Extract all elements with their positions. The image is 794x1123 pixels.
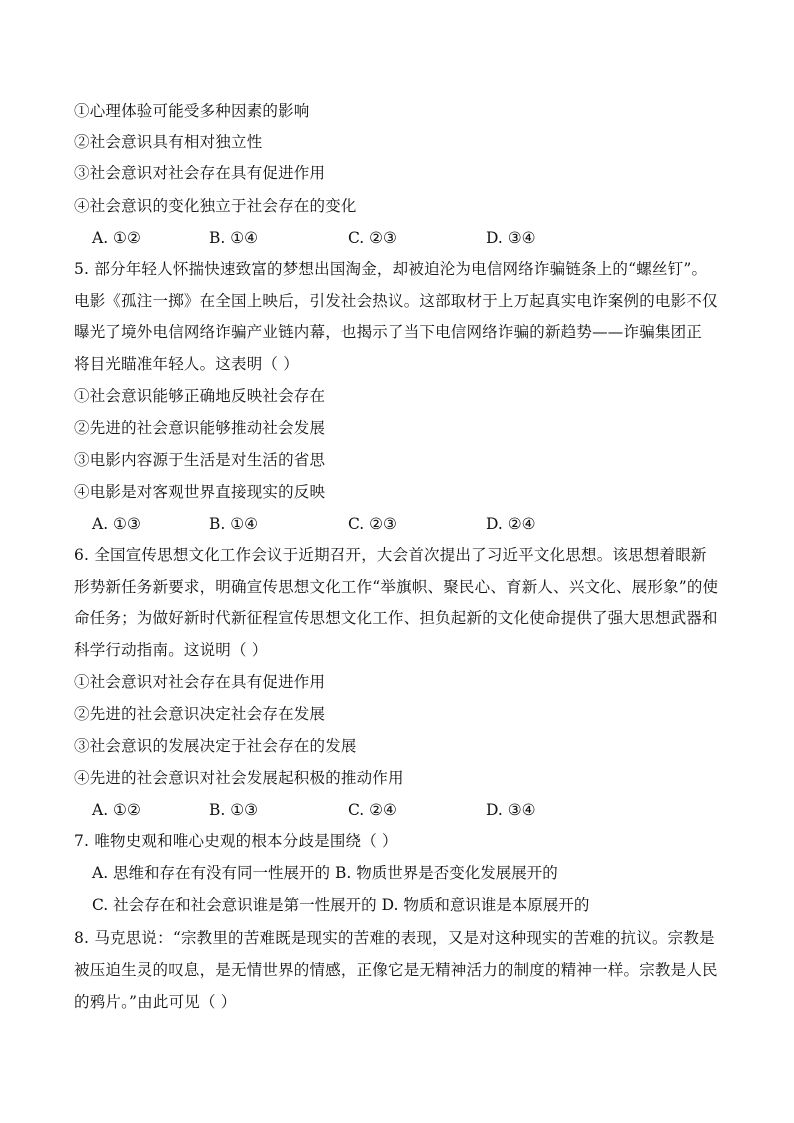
q4-item-4: ④社会意识的变化独立于社会存在的变化: [74, 197, 357, 215]
q5-stem-line-1: 5. 部分年轻人怀揣快速致富的梦想出国淘金，却被迫沦为电信网络诈骗链条上的“螺丝钉”。: [74, 260, 708, 278]
q6-item-4: ④先进的社会意识对社会发展起积极的推动作用: [74, 769, 404, 787]
q5-item-1: ①社会意识能够正确地反映社会存在: [74, 387, 326, 405]
q5-stem-line-4: 将目光瞄准年轻人。这表明（ ）: [74, 355, 299, 373]
q5-option-b: B. ①④: [209, 515, 259, 533]
q6-option-c: C. ②④: [348, 801, 397, 819]
q7-stem: 7. 唯物史观和唯心史观的根本分歧是围绕（ ）: [74, 832, 398, 850]
q6-stem-line-2: 形势新任务新要求，明确宣传思想文化工作“举旗帜、聚民心、育新人、兴文化、展形象”的使: [74, 578, 719, 596]
q6-item-1: ①社会意识对社会存在具有促进作用: [74, 673, 326, 691]
q6-stem-line-3: 命任务；为做好新时代新征程宣传思想文化工作、担负起新的文化使命提供了强大思想武器和: [74, 609, 718, 627]
q4-option-b: B. ①④: [209, 229, 259, 247]
q8-stem-line-1: 8. 马克思说：“宗教里的苦难既是现实的苦难的表现，又是对这种现实的苦难的抗议。宗教是: [74, 929, 715, 947]
q5-stem-line-2: 电影《孤注一掷》在全国上映后，引发社会热议。这部取材于上万起真实电诈案例的电影不仅: [74, 292, 718, 310]
q7-options-line-2: C. 社会存在和社会意识谁是第一性展开的 D. 物质和意识谁是本原展开的: [92, 896, 590, 914]
q4-option-c: C. ②③: [348, 229, 397, 247]
q5-option-a: A. ①③: [92, 515, 141, 533]
q6-item-3: ③社会意识的发展决定于社会存在的发展: [74, 737, 357, 755]
q4-option-a: A. ①②: [92, 229, 141, 247]
q5-item-4: ④电影是对客观世界直接现实的反映: [74, 483, 326, 501]
q6-option-b: B. ①③: [209, 801, 259, 819]
q6-item-2: ②先进的社会意识决定社会存在发展: [74, 705, 326, 723]
q6-option-d: D. ③④: [486, 801, 536, 819]
q4-item-1: ①心理体验可能受多种因素的影响: [74, 102, 310, 120]
q6-stem-line-1: 6. 全国宣传思想文化工作会议于近期召开，大会首次提出了习近平文化思想。该思想着眼新: [74, 546, 707, 564]
q6-stem-line-4: 科学行动指南。这说明（ ）: [74, 641, 268, 659]
q4-option-d: D. ③④: [486, 229, 536, 247]
q5-item-2: ②先进的社会意识能够推动社会发展: [74, 419, 326, 437]
q5-item-3: ③电影内容源于生活是对生活的省思: [74, 451, 326, 469]
q5-option-c: C. ②③: [348, 515, 397, 533]
q6-option-a: A. ①②: [92, 801, 141, 819]
q5-stem-line-3: 曝光了境外电信网络诈骗产业链内幕，也揭示了当下电信网络诈骗的新趋势——诈骗集团正: [74, 323, 703, 341]
q5-option-d: D. ②④: [486, 515, 536, 533]
q7-options-line-1: A. 思维和存在有没有同一性展开的 B. 物质世界是否变化发展展开的: [92, 864, 558, 882]
q4-item-3: ③社会意识对社会存在具有促进作用: [74, 164, 326, 182]
q8-stem-line-3: 的鸦片。”由此可见（ ）: [74, 993, 237, 1011]
q8-stem-line-2: 被压迫生灵的叹息，是无情世界的情感，正像它是无精神活力的制度的精神一样。宗教是人民: [74, 961, 718, 979]
q4-item-2: ②社会意识具有相对独立性: [74, 133, 263, 151]
